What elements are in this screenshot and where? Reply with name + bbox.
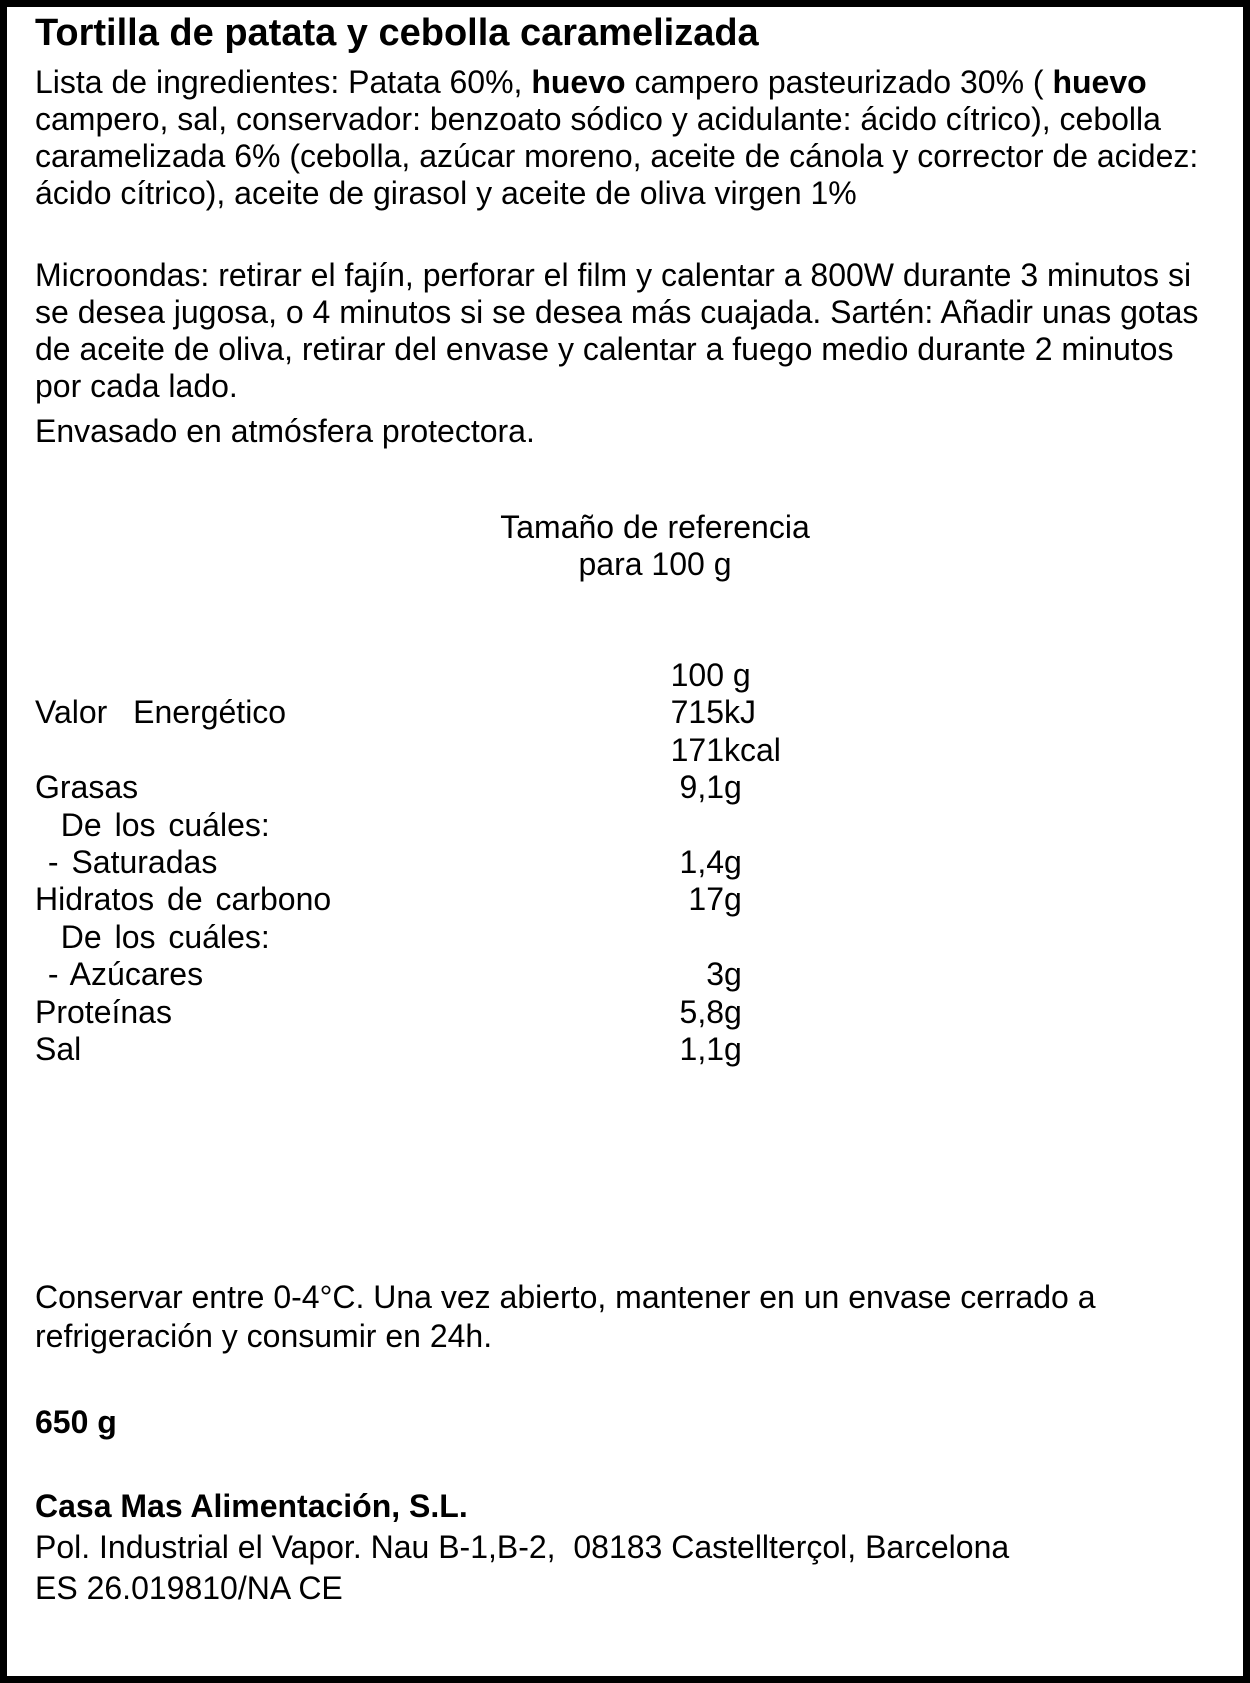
storage-instructions: Conservar entre 0-4°C. Una vez abierto, mantener en un envase cerrado a refrigeración y consumir en 24h. — [35, 1279, 1096, 1354]
nutrient-value — [535, 807, 724, 844]
nutrition-row-energy-kj — [35, 694, 1035, 731]
nutrient-unit: g — [724, 956, 742, 993]
nutrient-label — [35, 732, 535, 769]
nutrient-unit: kcal — [724, 731, 781, 768]
nutrient-label: Sal — [35, 1031, 82, 1068]
nutrient-label: De los cuáles: — [35, 918, 270, 955]
nutrient-label: De los cuáles: — [35, 806, 270, 843]
nutrient-label: Grasas — [35, 769, 139, 806]
nutrition-row-carbohydrate — [35, 881, 1035, 918]
nutrition-column-header-row — [35, 657, 1035, 694]
nutrient-unit: g — [724, 993, 742, 1030]
size-reference-line2: para 100 g — [578, 546, 732, 582]
nutrition-row-protein — [35, 994, 1035, 1031]
ingredients-paragraph: Lista de ingredientes: Patata 60%, huevo campero pasteurizado 30% ( huevo campero, sal, conservador: benzoato sódico y acidulante: ácido cítrico), cebolla caramelizada 6% (cebolla, azúcar moreno, aceite de cánola y corrector de acidez: ácido cítrico), aceite de girasol y aceite de oliva virgen 1% — [35, 64, 1199, 211]
nutrient-unit: g — [724, 1031, 742, 1068]
net-weight: 650 g — [35, 1404, 117, 1440]
nutrition-size-reference — [405, 509, 905, 583]
nutrition-row-of-which-carbs — [35, 919, 1035, 956]
nutrient-unit: g — [724, 844, 742, 881]
nutrition-row-saturates — [35, 844, 1035, 881]
nutrient-value: 3 — [706, 956, 724, 993]
nutrient-unit: g — [724, 769, 742, 806]
preparation-instructions: Microondas: retirar el fajín, perforar el film y calentar a 800W durante 3 minutos si se desea jugosa, o 4 minutos si se desea más cuajada. Sartén: Añadir unas gotas de aceite de oliva, retirar del envase y calentar a fuego medio durante 2 minutos por cada lado. — [35, 257, 1199, 404]
nutrient-value: 171 — [670, 731, 724, 768]
nutrient-value: 715 — [670, 694, 724, 731]
nutrient-label — [35, 657, 535, 694]
nutrition-row-salt — [35, 1031, 1035, 1068]
nutrient-value: 1,1 — [679, 1031, 724, 1068]
nutrient-label: Valor Energético — [35, 694, 287, 731]
nutrient-value: 17 — [688, 881, 724, 918]
packaging-note: Envasado en atmósfera protectora. — [35, 413, 535, 449]
manufacturer-block — [35, 1486, 1009, 1609]
nutrition-row-sugars — [35, 956, 1035, 993]
nutrient-unit: kJ — [724, 694, 756, 731]
nutrient-value: 1,4 — [679, 844, 724, 881]
nutrition-row-energy-kcal — [35, 732, 1035, 769]
manufacturer-name: Casa Mas Alimentación, S.L. — [35, 1488, 468, 1524]
nutrient-label: Proteínas — [35, 993, 172, 1030]
product-title: Tortilla de patata y cebolla caramelizada — [35, 12, 759, 54]
manufacturer-registration: ES 26.019810/NA CE — [35, 1570, 343, 1606]
nutrient-label: Hidratos de carbono — [35, 881, 332, 918]
nutrient-value: 9,1 — [679, 769, 724, 806]
size-reference-line1: Tamaño de referencia — [500, 509, 810, 545]
nutrient-value: 5,8 — [679, 993, 724, 1030]
manufacturer-address: Pol. Industrial el Vapor. Nau B-1,B-2, 08183 Castellterçol, Barcelona — [35, 1529, 1010, 1565]
nutrition-column-header-value: 100 — [670, 657, 724, 693]
nutrition-row-of-which-fat — [35, 807, 1035, 844]
nutrient-unit: g — [724, 881, 742, 918]
nutrition-row-fat — [35, 769, 1035, 806]
nutrient-label: - Azúcares — [35, 956, 204, 993]
nutrient-label: - Saturadas — [35, 844, 218, 881]
nutrient-value — [535, 919, 724, 956]
nutrition-table — [35, 657, 1035, 1068]
nutrition-column-header-unit: g — [724, 657, 751, 693]
